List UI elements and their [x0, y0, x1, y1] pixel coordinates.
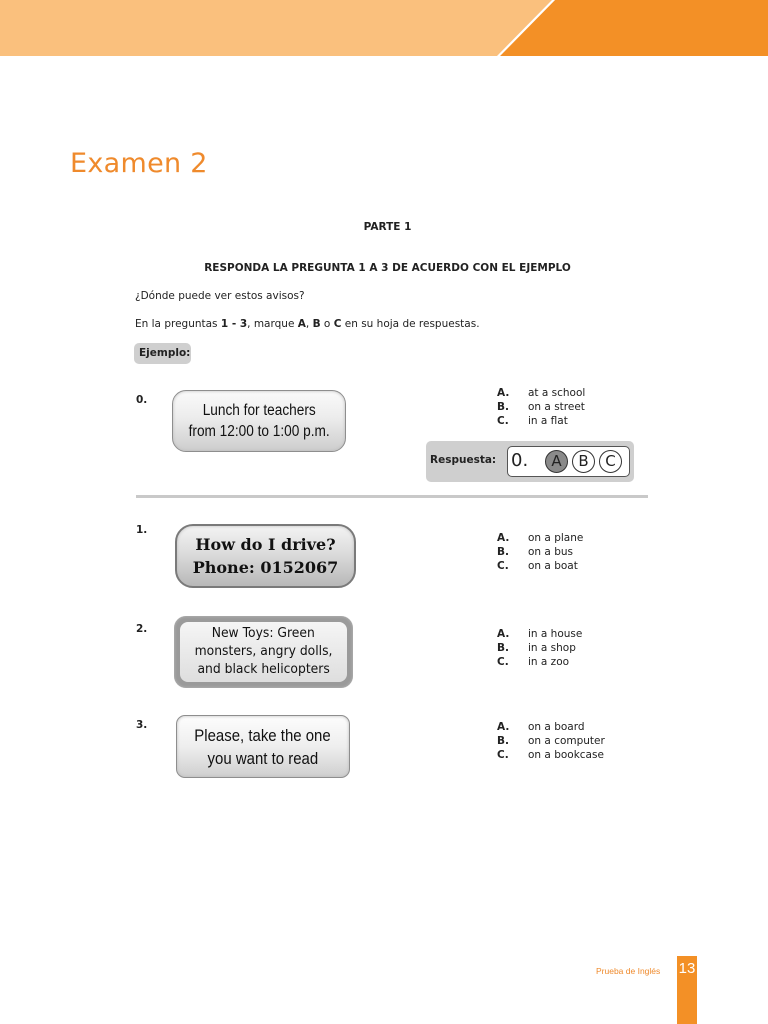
- option-row: [497, 386, 585, 400]
- option-text: in a zoo: [528, 656, 570, 668]
- instruction-range: 1 - 3: [220, 318, 248, 330]
- sign-line: you want to read: [207, 748, 319, 768]
- options-list: [497, 720, 605, 762]
- option-letter: C.: [497, 749, 509, 761]
- instruction-text: [135, 318, 480, 330]
- option-row: [497, 655, 582, 669]
- option-row: [497, 734, 605, 748]
- sign-line: New Toys: Green: [211, 626, 316, 641]
- notice-sign: [172, 390, 346, 452]
- footer-label: Prueba de Inglés: [596, 966, 661, 976]
- instruction-part: o: [320, 318, 334, 330]
- options-list: [497, 531, 583, 573]
- answer-box: [426, 441, 634, 482]
- answer-field: [507, 446, 630, 477]
- instruction-heading: RESPONDA LA PREGUNTA 1 A 3 DE ACUERDO CON EL EJEMPLO: [204, 262, 571, 274]
- option-letter: A.: [497, 721, 510, 733]
- header-accent-shape: [0, 0, 768, 56]
- option-row: [497, 748, 605, 762]
- option-row: [497, 559, 583, 573]
- answer-bubble-c[interactable]: C: [599, 450, 622, 473]
- question-number: 1.: [136, 524, 148, 536]
- sign-line: from 12:00 to 1:00 p.m.: [188, 423, 330, 440]
- question-number: 0.: [136, 394, 148, 406]
- sign-line: Lunch for teachers: [202, 402, 316, 419]
- answer-label: Respuesta:: [430, 454, 497, 466]
- option-text: in a house: [528, 628, 583, 640]
- sign-line: Please, take the one: [194, 725, 332, 745]
- options-list: [497, 386, 585, 428]
- option-letter: B.: [497, 546, 509, 558]
- sign-line: monsters, angry dolls,: [194, 644, 333, 659]
- option-letter: C.: [497, 560, 509, 572]
- answer-number: 0.: [511, 450, 529, 471]
- option-letter: A.: [497, 387, 510, 399]
- exam-title: Examen 2: [70, 148, 208, 179]
- option-letter: C.: [497, 415, 509, 427]
- sign-line: How do I drive?: [195, 535, 336, 554]
- sign-line: and black helicopters: [197, 662, 330, 677]
- notice-sign: [175, 524, 356, 588]
- option-letter: B.: [497, 642, 509, 654]
- option-text: on a plane: [528, 532, 584, 544]
- option-letter: C.: [497, 656, 509, 668]
- option-letter: A.: [497, 628, 510, 640]
- instruction-letter-a: A: [297, 318, 306, 330]
- options-list: [497, 627, 582, 669]
- part-title: PARTE 1: [363, 221, 412, 233]
- option-row: [497, 720, 605, 734]
- option-text: on a boat: [528, 560, 578, 572]
- option-text: on a computer: [528, 735, 605, 747]
- instruction-part: ,: [305, 318, 313, 330]
- option-text: on a board: [528, 721, 585, 733]
- page-number: 13: [678, 960, 696, 977]
- instruction-letter-b: B: [312, 318, 321, 330]
- option-text: on a bus: [528, 546, 573, 558]
- option-text: in a shop: [528, 642, 576, 654]
- option-row: [497, 400, 585, 414]
- option-letter: B.: [497, 401, 509, 413]
- option-row: [497, 641, 582, 655]
- instruction-part: en su hoja de respuestas.: [341, 318, 480, 330]
- question-number: 2.: [136, 623, 148, 635]
- option-letter: A.: [497, 532, 510, 544]
- question-text: ¿Dónde puede ver estos avisos?: [135, 290, 305, 302]
- notice-sign: [174, 616, 353, 688]
- example-label: Ejemplo:: [134, 343, 191, 364]
- option-row: [497, 545, 583, 559]
- notice-sign: [176, 715, 350, 778]
- answer-bubble-b[interactable]: B: [572, 450, 595, 473]
- instruction-part: , marque: [247, 318, 298, 330]
- section-divider: [136, 495, 648, 498]
- option-text: in a flat: [528, 415, 568, 427]
- option-row: [497, 414, 585, 428]
- question-number: 3.: [136, 719, 148, 731]
- answer-bubble-a[interactable]: A: [545, 450, 568, 473]
- option-row: [497, 627, 582, 641]
- option-text: on a street: [528, 401, 585, 413]
- instruction-letter-c: C: [333, 318, 342, 330]
- option-row: [497, 531, 583, 545]
- option-text: on a bookcase: [528, 749, 604, 761]
- option-letter: B.: [497, 735, 509, 747]
- sign-line: Phone: 0152067: [192, 558, 339, 577]
- instruction-part: En la preguntas: [135, 318, 221, 330]
- sign-panel: [180, 622, 347, 682]
- option-text: at a school: [528, 387, 586, 399]
